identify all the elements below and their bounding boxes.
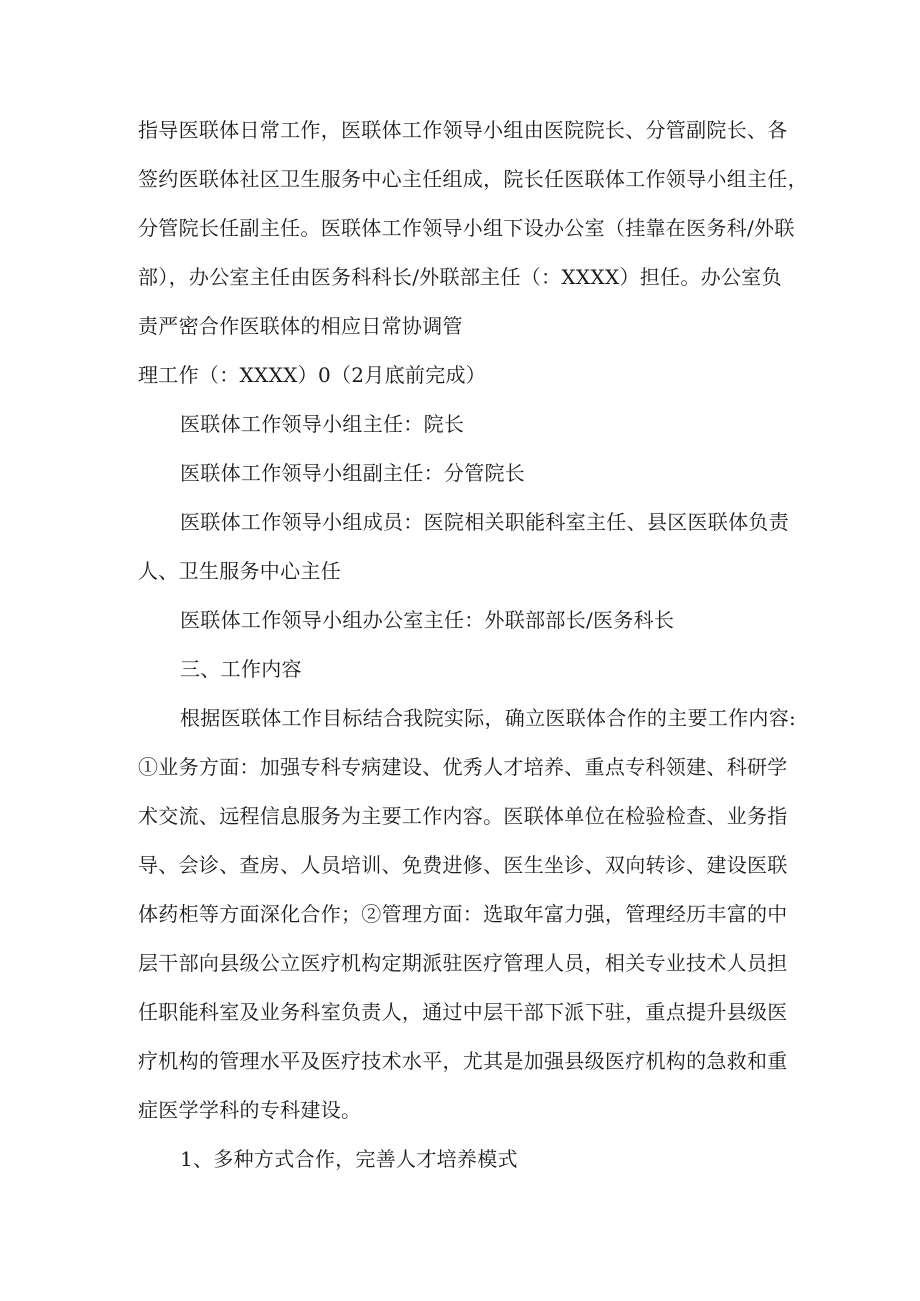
- paragraph-line: 指导医联体日常工作，医联体工作领导小组由医院院长、分管副院长、各: [138, 118, 788, 142]
- office-director-line: 医联体工作领导小组办公室主任：外联部部长/医务科长: [180, 608, 675, 632]
- deputy-leader-line: 医联体工作领导小组副主任：分管院长: [180, 461, 526, 485]
- paragraph-line: 分管院长任副主任。医联体工作领导小组下设办公室（挂靠在医务科/外联: [138, 216, 795, 240]
- subsection-heading: 1、多种方式合作，完善人才培养模式: [180, 1147, 518, 1171]
- paragraph-line: 理工作（：XXXX）0（2月底前完成）: [138, 363, 487, 387]
- paragraph-line: ①业务方面：加强专科专病建设、优秀人才培养、重点专科领建、科研学: [138, 755, 788, 779]
- paragraph-line: 根据医联体工作目标结合我院实际，确立医联体合作的主要工作内容:: [180, 706, 797, 730]
- paragraph-line: 签约医联体社区卫生服务中心主任组成，院长任医联体工作领导小组主任，: [138, 167, 808, 191]
- paragraph-line: 任职能科室及业务科室负责人，通过中层干部下派下驻，重点提升县级医: [138, 1000, 788, 1024]
- paragraph-line: 导、会诊、查房、人员培训、免费进修、医生坐诊、双向转诊、建设医联: [138, 853, 788, 877]
- paragraph-line: 疗机构的管理水平及医疗技术水平，尤其是加强县级医疗机构的急救和重: [138, 1049, 788, 1073]
- paragraph-line: 体药柜等方面深化合作；②管理方面：选取年富力强，管理经历丰富的中: [138, 902, 788, 926]
- paragraph-line: 层干部向县级公立医疗机构定期派驻医疗管理人员，相关专业技术人员担: [138, 951, 788, 975]
- section-heading: 三、工作内容: [180, 657, 302, 681]
- leader-line: 医联体工作领导小组主任：院长: [180, 412, 465, 436]
- members-line: 医联体工作领导小组成员：医院相关职能科室主任、县区医联体负责: [180, 510, 789, 534]
- paragraph-line: 术交流、远程信息服务为主要工作内容。医联体单位在检验检查、业务指: [138, 804, 788, 828]
- paragraph-line: 部），办公室主任由医务科科长/外联部主任（：XXXX）担任。办公室负: [138, 265, 782, 289]
- paragraph-line: 症医学学科的专科建设。: [138, 1098, 362, 1122]
- paragraph-line: 责严密合作医联体的相应日常协调管: [138, 314, 463, 338]
- members-line-continued: 人、卫生服务中心主任: [138, 559, 341, 583]
